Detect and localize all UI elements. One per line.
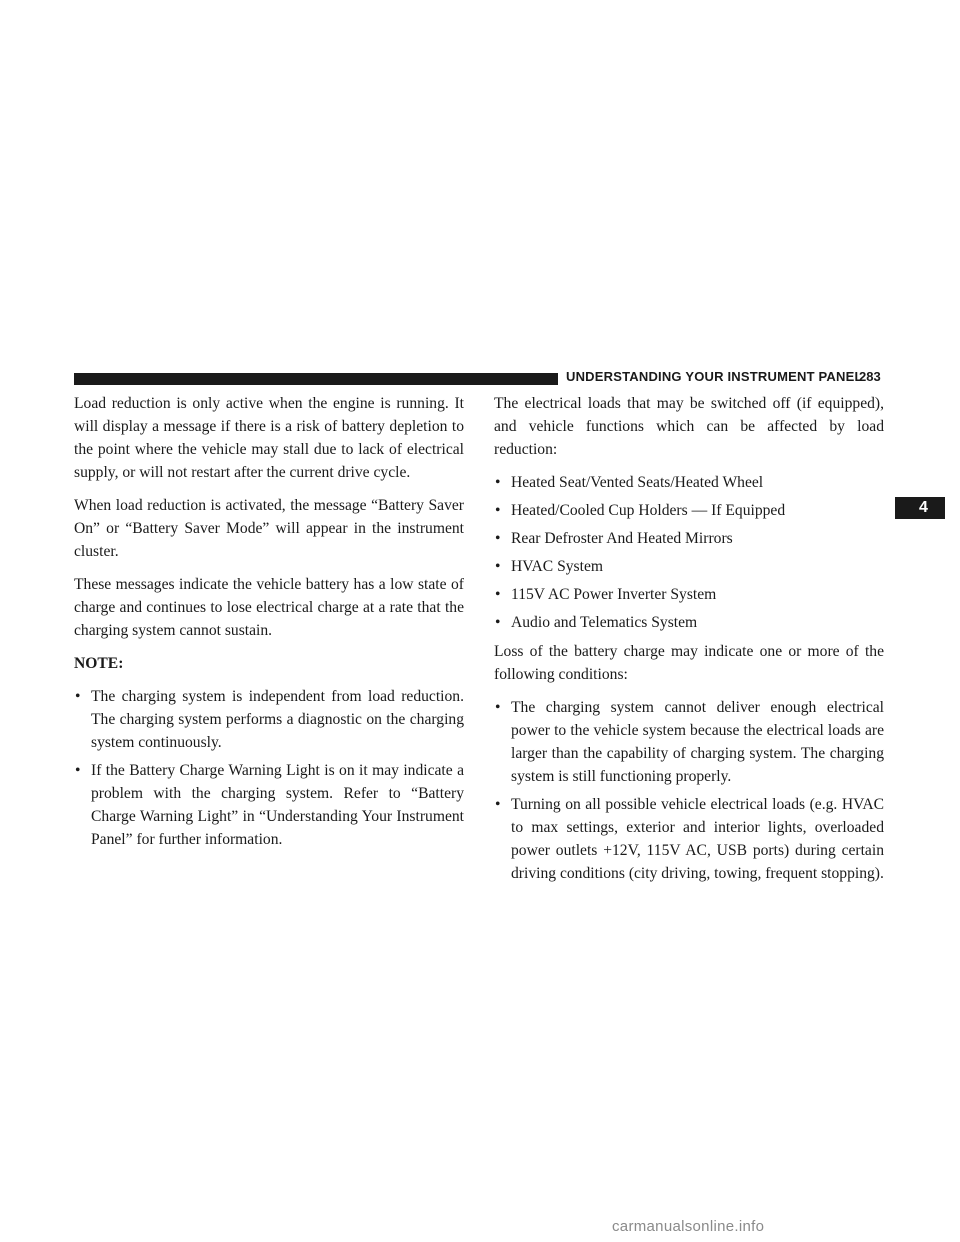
paragraph: These messages indicate the vehicle battery has a low state of charge and continues to lose electrical charge at a rate that the charging system cannot sustain. [74,576,464,639]
list-item: • If the Battery Charge Warning Light is on it may indicate a problem with the charging system. Refer to “Battery Charge Warning Light” in “Understanding Your Instrument Panel” for further information. [74,759,464,851]
paragraph: The electrical loads that may be switched off (if equipped), and vehicle functions which can be affected by load reduction: [494,395,884,458]
note-list [74,685,464,851]
header-rule [74,373,558,385]
list-item: • Audio and Telematics System [494,611,884,634]
conditions-list [494,696,884,885]
watermark: carmanualsonline.info [612,1218,765,1235]
loads-list [494,471,884,634]
list-item: • Heated/Cooled Cup Holders — If Equipped [494,499,884,522]
note-label: NOTE: [74,655,124,672]
list-item: • Turning on all possible vehicle electrical loads (e.g. HVAC to max settings, exterior and interior lights, overloaded power outlets +12V, 115V AC, USB ports) during certain driving conditions (city driving, towing, frequent stopping). [494,793,884,885]
section-header-title: UNDERSTANDING YOUR INSTRUMENT PANEL [566,369,863,384]
left-column [74,392,464,856]
chapter-tab: 4 [895,497,945,519]
list-item: • HVAC System [494,555,884,578]
list-item: • The charging system is independent from load reduction. The charging system performs a diagnostic on the charging system continuously. [74,685,464,754]
right-column [494,392,884,890]
paragraph: When load reduction is activated, the message “Battery Saver On” or “Battery Saver Mode” will appear in the instrument cluster. [74,497,464,560]
paragraph: Loss of the battery charge may indicate one or more of the following conditions: [494,643,884,683]
list-item: • 115V AC Power Inverter System [494,583,884,606]
list-item: • Rear Defroster And Heated Mirrors [494,527,884,550]
paragraph: Load reduction is only active when the engine is running. It will display a message if there is a risk of battery depletion to the point where the vehicle may stall due to lack of electrical supply, or will not restart after the current drive cycle. [74,395,464,481]
page-number: 283 [859,369,881,384]
list-item: • The charging system cannot deliver enough electrical power to the vehicle system because the electrical loads are larger than the capability of charging system. The charging system is still functioning properly. [494,696,884,788]
list-item: • Heated Seat/Vented Seats/Heated Wheel [494,471,884,494]
